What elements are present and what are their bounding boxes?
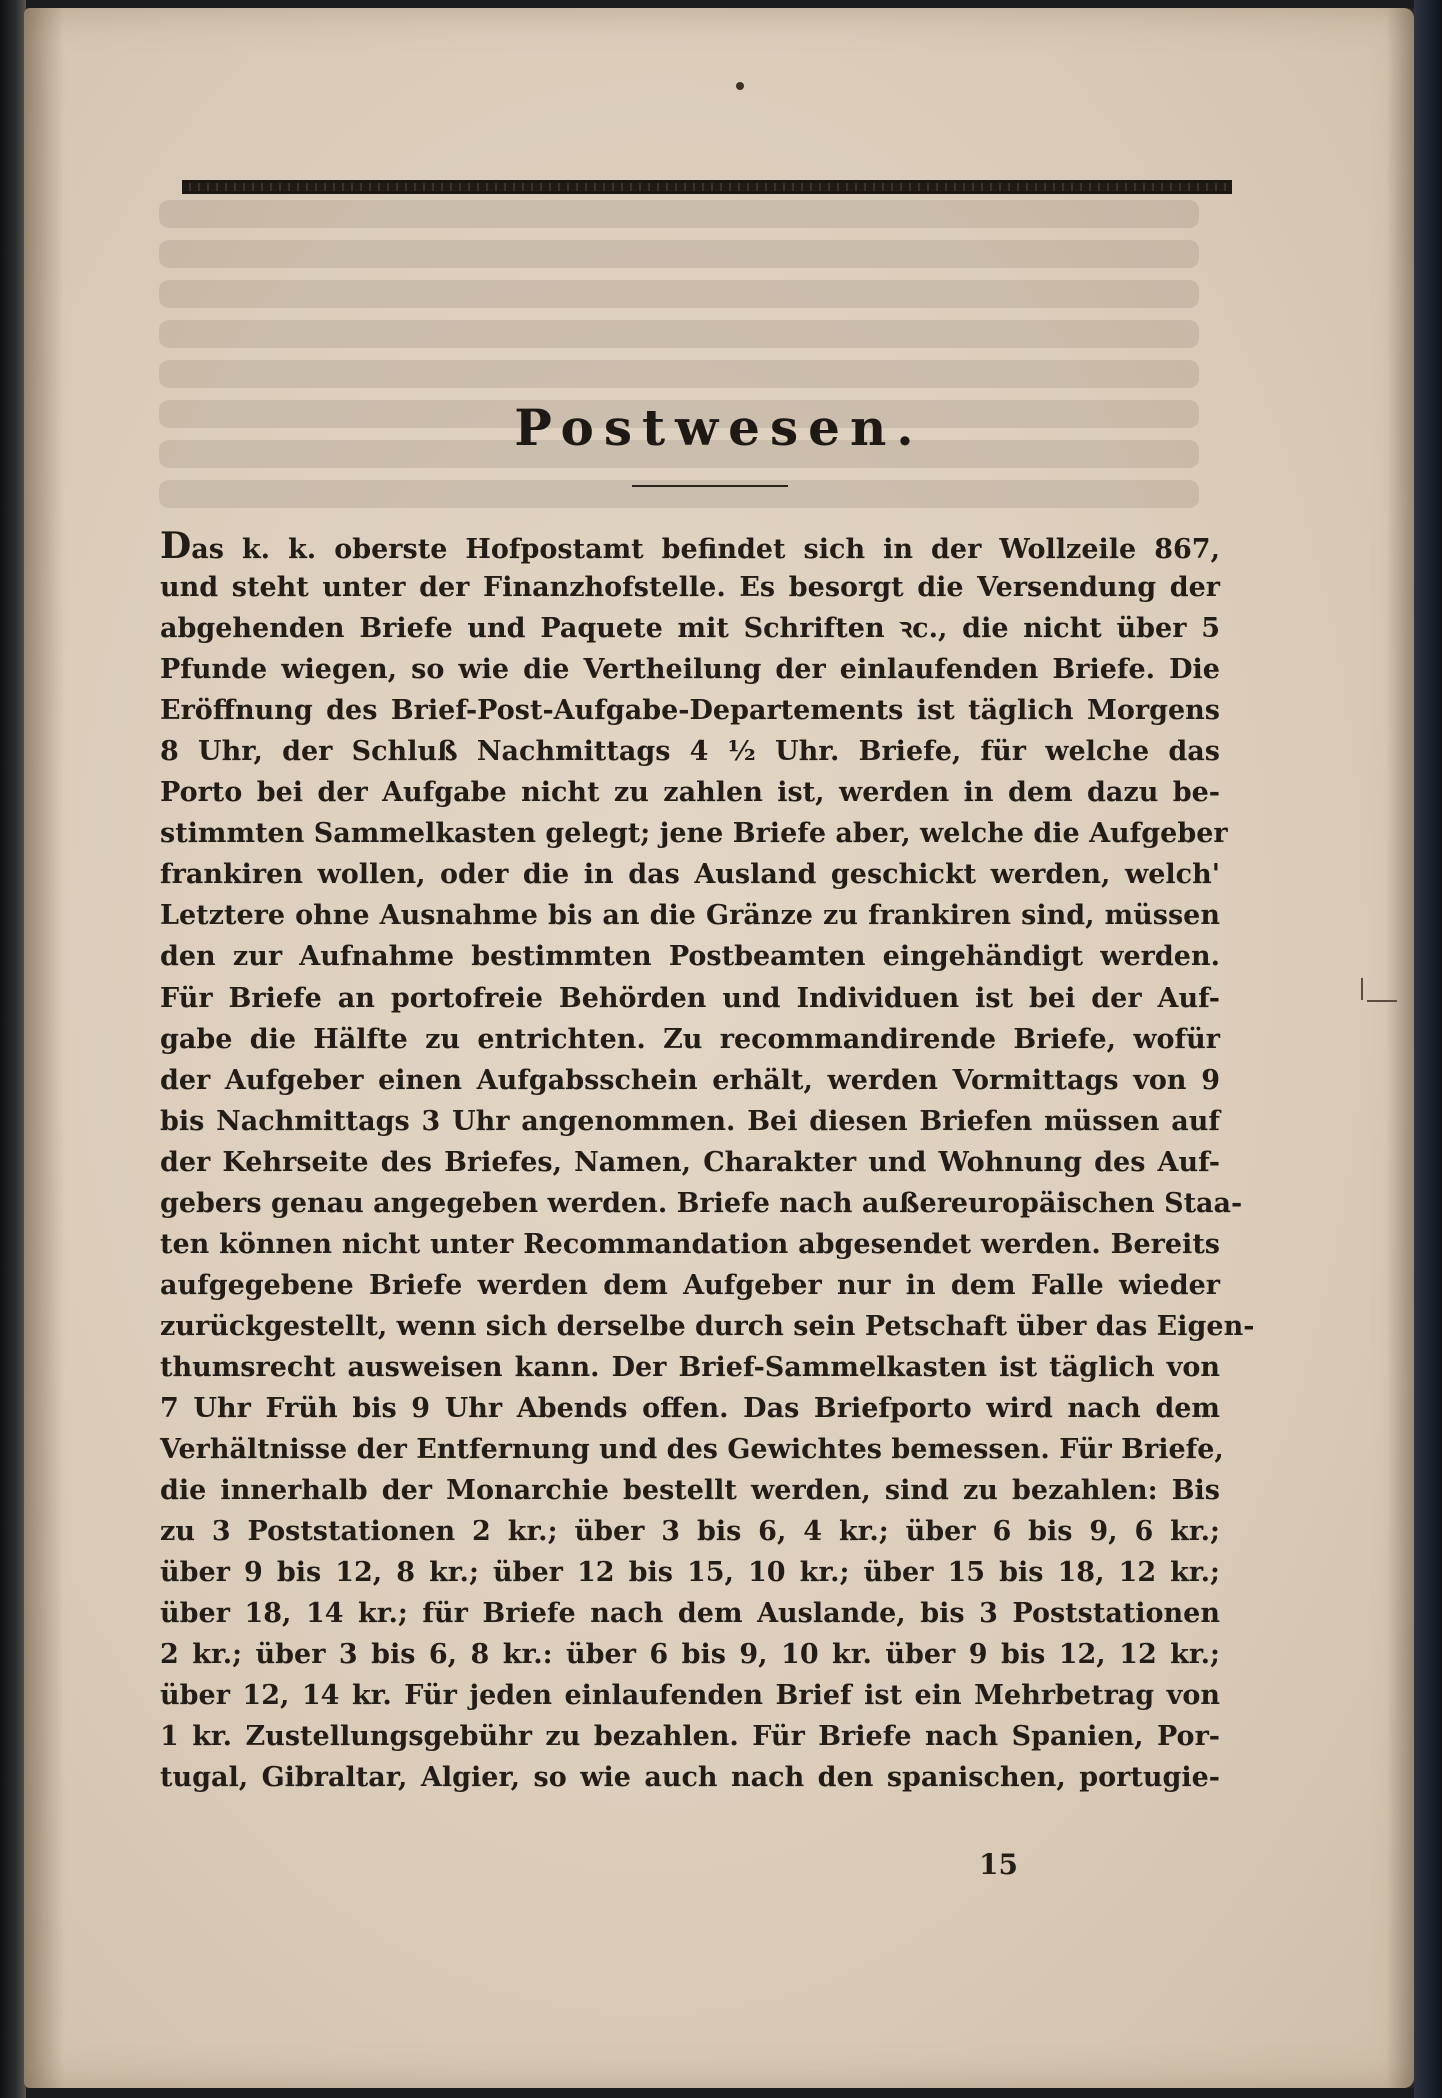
page-number: 15 <box>979 1848 1018 1881</box>
margin-mark <box>1361 978 1363 1000</box>
text-line: Pfunde wiegen, so wie die Vertheilung der einlaufenden Briefe. Die <box>160 654 1220 686</box>
text-line: Für Briefe an portofreie Behörden und Individuen ist bei der Auf- <box>160 982 1220 1014</box>
show-through <box>159 200 1199 228</box>
text-line: der Aufgeber einen Aufgabsschein erhält, werden Vormittags von 9 <box>160 1064 1220 1096</box>
show-through <box>159 360 1199 388</box>
text-line: frankiren wollen, oder die in das Ausland geschickt werden, welch' <box>160 859 1220 891</box>
text-line: zu 3 Poststationen 2 kr.; über 3 bis 6, 4 kr.; über 6 bis 9, 6 kr.; <box>160 1516 1220 1548</box>
text-line: gabe die Hälfte zu entrichten. Zu recommandirende Briefe, wofür <box>160 1023 1220 1055</box>
ink-dot <box>736 82 744 90</box>
text-line: 7 Uhr Früh bis 9 Uhr Abends offen. Das Briefporto wird nach dem <box>160 1392 1220 1424</box>
text-line: bis Nachmittags 3 Uhr angenommen. Bei diesen Briefen müssen auf <box>160 1105 1220 1137</box>
book-cover-edge <box>0 0 26 2098</box>
title-underline <box>632 485 788 487</box>
text-line: Eröffnung des Brief-Post-Aufgabe-Departements ist täglich Morgens <box>160 695 1220 727</box>
book-spine-edge <box>1414 0 1442 2098</box>
text-line: ten können nicht unter Recommandation abgesendet werden. Bereits <box>160 1228 1220 1260</box>
text-line: tugal, Gibraltar, Algier, so wie auch nach den spanischen, portugie- <box>160 1762 1220 1794</box>
margin-mark <box>1367 1000 1397 1002</box>
text-line: und steht unter der Finanzhofstelle. Es besorgt die Versendung der <box>160 572 1220 604</box>
show-through <box>159 280 1199 308</box>
text-line: stimmten Sammelkasten gelegt; jene Briefe aber, welche die Aufgeber <box>160 818 1228 850</box>
text-line: die innerhalb der Monarchie bestellt werden, sind zu bezahlen: Bis <box>160 1475 1220 1507</box>
text-line: der Kehrseite des Briefes, Namen, Charakter und Wohnung des Auf- <box>160 1146 1220 1178</box>
text-line: gebers genau angegeben werden. Briefe nach außereuropäischen Staa- <box>160 1187 1243 1219</box>
text-line: Letztere ohne Ausnahme bis an die Gränze zu frankiren sind, müssen <box>160 900 1220 932</box>
page-edge-shadow <box>1386 8 1414 2088</box>
body-text <box>160 525 1255 1798</box>
text-line: thumsrecht ausweisen kann. Der Brief-Sammelkasten ist täglich von <box>160 1351 1220 1383</box>
text-line: 2 kr.; über 3 bis 6, 8 kr.: über 6 bis 9, 10 kr. über 9 bis 12, 12 kr.; <box>160 1639 1220 1671</box>
text-line: aufgegebene Briefe werden dem Aufgeber nur in dem Falle wieder <box>160 1269 1220 1301</box>
show-through <box>159 240 1199 268</box>
text-line: zurückgestellt, wenn sich derselbe durch sein Petschaft über das Eigen- <box>160 1310 1255 1342</box>
text-line: über 9 bis 12, 8 kr.; über 12 bis 15, 10 kr.; über 15 bis 18, 12 kr.; <box>160 1557 1220 1589</box>
text-line: abgehenden Briefe und Paquete mit Schriften ꝛc., die nicht über 5 <box>160 613 1220 645</box>
text-line: über 18, 14 kr.; für Briefe nach dem Auslande, bis 3 Poststationen <box>160 1598 1220 1630</box>
page-sheet <box>24 8 1414 2088</box>
text-line: Porto bei der Aufgabe nicht zu zahlen ist, werden in dem dazu be- <box>160 777 1220 809</box>
page-title: Postwesen. <box>514 398 924 457</box>
show-through <box>159 320 1199 348</box>
header-rule <box>182 180 1232 194</box>
text-line <box>160 526 1220 567</box>
text-line: 8 Uhr, der Schluß Nachmittags 4 ½ Uhr. Briefe, für welche das <box>160 736 1220 768</box>
text-line: Verhältnisse der Entfernung und des Gewichtes bemessen. Für Briefe, <box>160 1434 1224 1466</box>
text-line: den zur Aufnahme bestimmten Postbeamten eingehändigt werden. <box>160 941 1220 973</box>
text-line: 1 kr. Zustellungsgebühr zu bezahlen. Für Briefe nach Spanien, Por- <box>160 1721 1220 1753</box>
gutter-shadow <box>24 8 64 2088</box>
text-line: über 12, 14 kr. Für jeden einlaufenden Brief ist ein Mehrbetrag von <box>160 1680 1220 1712</box>
first-line-rest: as k. k. oberste Hofpostamt befindet sich in der Wollzeile 867, <box>191 534 1220 565</box>
drop-cap: D <box>160 525 192 567</box>
